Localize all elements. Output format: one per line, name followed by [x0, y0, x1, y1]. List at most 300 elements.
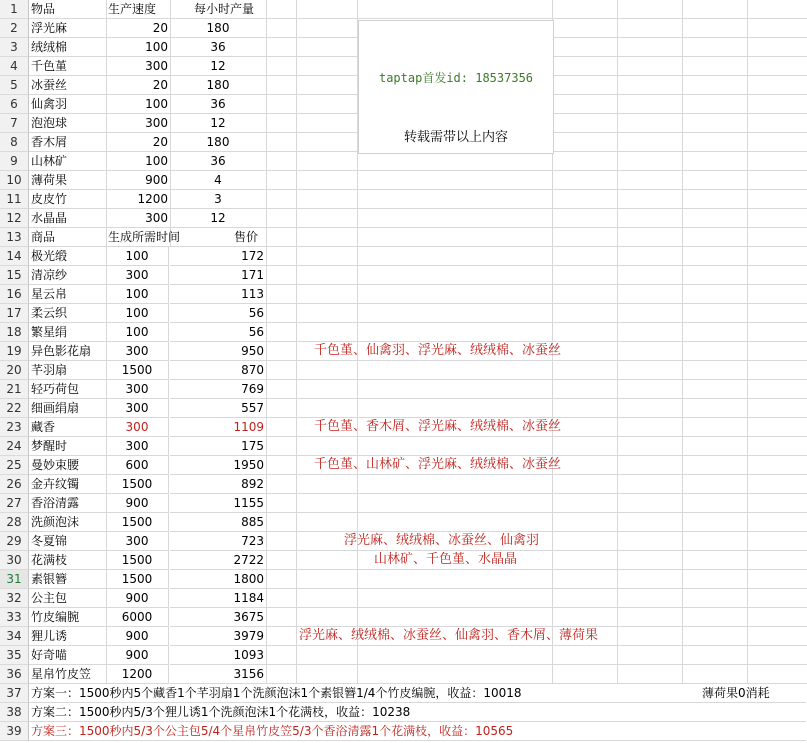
material-per-hour[interactable]: 180: [170, 76, 267, 95]
cell[interactable]: [267, 247, 297, 266]
cell[interactable]: [553, 152, 618, 171]
row-header[interactable]: 33: [0, 608, 29, 627]
goods-price[interactable]: 1950: [170, 456, 267, 475]
row-header[interactable]: 34: [0, 627, 29, 646]
cell[interactable]: [618, 608, 683, 627]
cell[interactable]: [748, 570, 807, 589]
cell[interactable]: [748, 38, 807, 57]
goods-time[interactable]: 100: [106, 247, 169, 266]
cell[interactable]: [748, 361, 807, 380]
cell[interactable]: [297, 152, 358, 171]
cell[interactable]: [553, 133, 618, 152]
cell[interactable]: [358, 475, 553, 494]
cell[interactable]: [618, 627, 683, 646]
cell[interactable]: [297, 0, 358, 19]
material-speed[interactable]: 20: [106, 19, 171, 38]
cell[interactable]: [748, 627, 807, 646]
cell[interactable]: [267, 76, 297, 95]
row-header[interactable]: 2: [0, 19, 29, 38]
cell[interactable]: [618, 228, 683, 247]
cell[interactable]: [553, 513, 618, 532]
cell-header-time[interactable]: 生成所需时间: [106, 228, 171, 247]
row-header[interactable]: 26: [0, 475, 29, 494]
row-header[interactable]: 13: [0, 228, 29, 247]
cell[interactable]: [748, 114, 807, 133]
cell[interactable]: [683, 285, 748, 304]
cell-header-per-hour[interactable]: 每小时产量: [170, 0, 267, 19]
material-name[interactable]: 浮光麻: [29, 19, 107, 38]
cell[interactable]: [358, 608, 553, 627]
material-name[interactable]: 仙禽羽: [29, 95, 107, 114]
goods-name[interactable]: 香浴清露: [29, 494, 107, 513]
goods-time[interactable]: 300: [106, 418, 169, 437]
goods-price[interactable]: 1800: [170, 570, 267, 589]
cell-header-speed[interactable]: 生产速度: [106, 0, 171, 19]
cell-header-item[interactable]: 物品: [29, 0, 107, 19]
goods-time[interactable]: 900: [106, 494, 169, 513]
goods-price[interactable]: 1184: [170, 589, 267, 608]
material-speed[interactable]: 20: [106, 76, 171, 95]
cell[interactable]: [553, 209, 618, 228]
cell[interactable]: [267, 475, 297, 494]
goods-time[interactable]: 300: [106, 380, 169, 399]
cell[interactable]: [618, 76, 683, 95]
row-header[interactable]: 5: [0, 76, 29, 95]
goods-name[interactable]: 狸儿诱: [29, 627, 107, 646]
cell-plan-2[interactable]: 方案二：1500秒内5/3个狸儿诱1个洗颜泡沫1个花满枝，收益：10238: [29, 703, 806, 722]
cell[interactable]: [553, 665, 618, 684]
cell[interactable]: [553, 475, 618, 494]
material-name[interactable]: 皮皮竹: [29, 190, 107, 209]
row-header[interactable]: 39: [0, 722, 29, 741]
row-header[interactable]: 22: [0, 399, 29, 418]
goods-price[interactable]: 56: [170, 323, 267, 342]
cell[interactable]: [267, 38, 297, 57]
cell[interactable]: [267, 209, 297, 228]
cell[interactable]: [748, 589, 807, 608]
goods-name[interactable]: 金卉纹镯: [29, 475, 107, 494]
cell[interactable]: [683, 532, 748, 551]
cell[interactable]: [748, 456, 807, 475]
goods-time[interactable]: 1500: [106, 551, 169, 570]
goods-price[interactable]: 2722: [170, 551, 267, 570]
cell[interactable]: [618, 114, 683, 133]
cell[interactable]: [267, 627, 297, 646]
material-per-hour[interactable]: 4: [170, 171, 267, 190]
cell[interactable]: [358, 399, 553, 418]
cell[interactable]: [618, 437, 683, 456]
cell[interactable]: [618, 665, 683, 684]
cell[interactable]: [618, 190, 683, 209]
cell[interactable]: [267, 646, 297, 665]
cell-plan-1[interactable]: 方案一：1500秒内5个藏香1个芊羽扇1个洗颜泡沫1个素银簪1/4个竹皮编腕，收益：10018: [29, 684, 806, 703]
cell[interactable]: [618, 532, 683, 551]
cell[interactable]: [618, 152, 683, 171]
cell[interactable]: [358, 665, 553, 684]
cell[interactable]: [683, 95, 748, 114]
cell[interactable]: [618, 418, 683, 437]
cell[interactable]: [553, 380, 618, 399]
cell[interactable]: [748, 323, 807, 342]
cell[interactable]: [748, 342, 807, 361]
goods-time[interactable]: 300: [106, 532, 169, 551]
material-speed[interactable]: 100: [106, 95, 171, 114]
cell[interactable]: [683, 228, 748, 247]
cell[interactable]: [683, 133, 748, 152]
row-header[interactable]: 21: [0, 380, 29, 399]
cell[interactable]: [267, 19, 297, 38]
cell[interactable]: [297, 361, 358, 380]
cell[interactable]: [267, 532, 297, 551]
cell[interactable]: [683, 76, 748, 95]
row-header[interactable]: 29: [0, 532, 29, 551]
row-header[interactable]: 15: [0, 266, 29, 285]
cell[interactable]: [683, 266, 748, 285]
row-header[interactable]: 1: [0, 0, 29, 19]
cell[interactable]: [618, 266, 683, 285]
material-speed[interactable]: 900: [106, 171, 171, 190]
goods-price[interactable]: 3156: [170, 665, 267, 684]
cell[interactable]: [267, 399, 297, 418]
cell[interactable]: [618, 513, 683, 532]
goods-price[interactable]: 1155: [170, 494, 267, 513]
cell[interactable]: [297, 228, 358, 247]
row-header[interactable]: 38: [0, 703, 29, 722]
cell[interactable]: [297, 114, 358, 133]
cell[interactable]: [748, 665, 807, 684]
cell[interactable]: [748, 0, 807, 19]
material-name[interactable]: 千色堇: [29, 57, 107, 76]
goods-price[interactable]: 3979: [170, 627, 267, 646]
row-header[interactable]: 10: [0, 171, 29, 190]
goods-time[interactable]: 1500: [106, 475, 169, 494]
goods-price[interactable]: 950: [170, 342, 267, 361]
row-header[interactable]: 14: [0, 247, 29, 266]
cell[interactable]: [683, 361, 748, 380]
cell[interactable]: [297, 76, 358, 95]
cell[interactable]: [358, 380, 553, 399]
cell[interactable]: [683, 304, 748, 323]
row-header[interactable]: 3: [0, 38, 29, 57]
cell[interactable]: [553, 114, 618, 133]
cell[interactable]: [358, 361, 553, 380]
cell[interactable]: [553, 247, 618, 266]
cell[interactable]: [297, 133, 358, 152]
cell[interactable]: [683, 380, 748, 399]
cell[interactable]: [618, 570, 683, 589]
cell[interactable]: [297, 513, 358, 532]
cell[interactable]: [267, 570, 297, 589]
cell[interactable]: [297, 380, 358, 399]
goods-name[interactable]: 冬夏锦: [29, 532, 107, 551]
goods-name[interactable]: 细画绢扇: [29, 399, 107, 418]
cell[interactable]: [748, 76, 807, 95]
cell[interactable]: [618, 285, 683, 304]
goods-name[interactable]: 公主包: [29, 589, 107, 608]
cell[interactable]: [267, 665, 297, 684]
cell[interactable]: [553, 57, 618, 76]
goods-price[interactable]: 1093: [170, 646, 267, 665]
cell[interactable]: [297, 95, 358, 114]
cell[interactable]: [358, 437, 553, 456]
cell[interactable]: [748, 380, 807, 399]
cell[interactable]: [267, 228, 297, 247]
goods-time[interactable]: 300: [106, 437, 169, 456]
cell[interactable]: [297, 589, 358, 608]
row-header[interactable]: 25: [0, 456, 29, 475]
goods-name[interactable]: 异色影花扇: [29, 342, 107, 361]
cell[interactable]: [358, 570, 553, 589]
cell[interactable]: [297, 266, 358, 285]
row-header[interactable]: 30: [0, 551, 29, 570]
goods-time[interactable]: 100: [106, 285, 169, 304]
goods-time[interactable]: 900: [106, 646, 169, 665]
goods-name[interactable]: 芊羽扇: [29, 361, 107, 380]
cell[interactable]: [683, 494, 748, 513]
cell[interactable]: [748, 608, 807, 627]
cell[interactable]: [618, 57, 683, 76]
goods-name[interactable]: 素银簪: [29, 570, 107, 589]
material-per-hour[interactable]: 3: [170, 190, 267, 209]
goods-name[interactable]: 好奇喵: [29, 646, 107, 665]
goods-name[interactable]: 竹皮编腕: [29, 608, 107, 627]
cell[interactable]: [553, 19, 618, 38]
cell[interactable]: [297, 209, 358, 228]
goods-time[interactable]: 6000: [106, 608, 169, 627]
cell[interactable]: [358, 228, 553, 247]
goods-price[interactable]: 769: [170, 380, 267, 399]
cell[interactable]: [297, 38, 358, 57]
row-header[interactable]: 31: [0, 570, 29, 589]
cell[interactable]: [748, 95, 807, 114]
row-header[interactable]: 23: [0, 418, 29, 437]
goods-price[interactable]: 885: [170, 513, 267, 532]
cell[interactable]: [358, 152, 553, 171]
goods-time[interactable]: 300: [106, 342, 169, 361]
goods-price[interactable]: 171: [170, 266, 267, 285]
goods-time[interactable]: 1500: [106, 570, 169, 589]
cell[interactable]: [358, 247, 553, 266]
cell[interactable]: [748, 551, 807, 570]
cell[interactable]: [683, 114, 748, 133]
cell[interactable]: [267, 190, 297, 209]
cell[interactable]: [683, 0, 748, 19]
goods-time[interactable]: 300: [106, 399, 169, 418]
cell[interactable]: [748, 152, 807, 171]
cell[interactable]: [358, 209, 553, 228]
goods-name[interactable]: 轻巧荷包: [29, 380, 107, 399]
cell[interactable]: [267, 361, 297, 380]
floating-text-box[interactable]: [358, 20, 554, 154]
cell[interactable]: [267, 133, 297, 152]
goods-time[interactable]: 300: [106, 266, 169, 285]
goods-price[interactable]: 892: [170, 475, 267, 494]
goods-name[interactable]: 曼妙束腰: [29, 456, 107, 475]
cell[interactable]: [553, 399, 618, 418]
material-per-hour[interactable]: 36: [170, 38, 267, 57]
goods-time[interactable]: 900: [106, 627, 169, 646]
cell[interactable]: [358, 646, 553, 665]
cell[interactable]: [297, 57, 358, 76]
row-header[interactable]: 9: [0, 152, 29, 171]
cell[interactable]: [618, 361, 683, 380]
row-header[interactable]: 28: [0, 513, 29, 532]
goods-price[interactable]: 3675: [170, 608, 267, 627]
cell[interactable]: [553, 0, 618, 19]
cell[interactable]: [683, 475, 748, 494]
cell[interactable]: [297, 399, 358, 418]
cell[interactable]: [748, 399, 807, 418]
cell[interactable]: [618, 133, 683, 152]
cell[interactable]: [553, 95, 618, 114]
cell[interactable]: [683, 57, 748, 76]
goods-time[interactable]: 1200: [106, 665, 169, 684]
cell[interactable]: [267, 456, 297, 475]
cell[interactable]: [358, 589, 553, 608]
cell[interactable]: [553, 456, 618, 475]
material-per-hour[interactable]: 180: [170, 133, 267, 152]
cell[interactable]: [267, 114, 297, 133]
row-header[interactable]: 12: [0, 209, 29, 228]
material-per-hour[interactable]: 36: [170, 95, 267, 114]
goods-name[interactable]: 清凉纱: [29, 266, 107, 285]
goods-price[interactable]: 56: [170, 304, 267, 323]
cell[interactable]: [553, 437, 618, 456]
cell[interactable]: [683, 171, 748, 190]
cell[interactable]: [618, 209, 683, 228]
row-header[interactable]: 36: [0, 665, 29, 684]
goods-time[interactable]: 1500: [106, 513, 169, 532]
cell[interactable]: [267, 418, 297, 437]
cell[interactable]: [553, 570, 618, 589]
cell[interactable]: [297, 171, 358, 190]
cell[interactable]: [297, 646, 358, 665]
row-header[interactable]: 6: [0, 95, 29, 114]
material-speed[interactable]: 300: [106, 114, 171, 133]
cell[interactable]: [748, 171, 807, 190]
cell[interactable]: [267, 323, 297, 342]
cell[interactable]: [358, 190, 553, 209]
material-per-hour[interactable]: 180: [170, 19, 267, 38]
cell[interactable]: [683, 513, 748, 532]
cell[interactable]: [358, 323, 553, 342]
row-header[interactable]: 19: [0, 342, 29, 361]
cell[interactable]: [267, 285, 297, 304]
cell[interactable]: [553, 285, 618, 304]
goods-price[interactable]: 172: [170, 247, 267, 266]
cell[interactable]: [553, 608, 618, 627]
goods-time[interactable]: 1500: [106, 361, 169, 380]
cell[interactable]: [267, 551, 297, 570]
cell-header-price[interactable]: 售价: [170, 228, 267, 247]
cell[interactable]: [748, 19, 807, 38]
cell[interactable]: [267, 342, 297, 361]
row-header[interactable]: 37: [0, 684, 29, 703]
material-name[interactable]: 泡泡球: [29, 114, 107, 133]
cell[interactable]: [618, 342, 683, 361]
goods-price[interactable]: 175: [170, 437, 267, 456]
cell[interactable]: [683, 570, 748, 589]
goods-name[interactable]: 梦醒时: [29, 437, 107, 456]
goods-name[interactable]: 繁星绢: [29, 323, 107, 342]
goods-name[interactable]: 藏香: [29, 418, 107, 437]
row-header[interactable]: 18: [0, 323, 29, 342]
material-per-hour[interactable]: 12: [170, 57, 267, 76]
cell[interactable]: [748, 304, 807, 323]
cell[interactable]: [297, 247, 358, 266]
row-header[interactable]: 32: [0, 589, 29, 608]
cell[interactable]: [267, 171, 297, 190]
cell[interactable]: [297, 437, 358, 456]
material-name[interactable]: 冰蚕丝: [29, 76, 107, 95]
cell[interactable]: [358, 0, 553, 19]
cell[interactable]: [358, 494, 553, 513]
cell[interactable]: [553, 76, 618, 95]
cell[interactable]: [297, 304, 358, 323]
material-name[interactable]: 薄荷果: [29, 171, 107, 190]
cell[interactable]: [267, 266, 297, 285]
row-header[interactable]: 17: [0, 304, 29, 323]
cell[interactable]: [297, 323, 358, 342]
row-header[interactable]: 16: [0, 285, 29, 304]
cell[interactable]: [358, 171, 553, 190]
cell[interactable]: [267, 57, 297, 76]
material-speed[interactable]: 300: [106, 209, 171, 228]
cell[interactable]: [297, 551, 358, 570]
cell[interactable]: [553, 646, 618, 665]
cell[interactable]: [267, 380, 297, 399]
cell[interactable]: [748, 57, 807, 76]
cell[interactable]: [618, 646, 683, 665]
cell[interactable]: [748, 494, 807, 513]
goods-price[interactable]: 557: [170, 399, 267, 418]
cell[interactable]: [553, 418, 618, 437]
cell-header-goods[interactable]: 商品: [29, 228, 107, 247]
cell[interactable]: [748, 209, 807, 228]
cell[interactable]: [748, 532, 807, 551]
goods-time[interactable]: 100: [106, 304, 169, 323]
cell[interactable]: [618, 38, 683, 57]
material-speed[interactable]: 300: [106, 57, 171, 76]
cell[interactable]: [553, 171, 618, 190]
cell[interactable]: [683, 342, 748, 361]
row-header[interactable]: 20: [0, 361, 29, 380]
cell[interactable]: [748, 513, 807, 532]
cell[interactable]: [748, 437, 807, 456]
material-name[interactable]: 绒绒棉: [29, 38, 107, 57]
cell[interactable]: [683, 665, 748, 684]
material-speed[interactable]: 100: [106, 38, 171, 57]
cell[interactable]: [553, 361, 618, 380]
cell[interactable]: [553, 551, 618, 570]
cell[interactable]: [748, 285, 807, 304]
cell[interactable]: [683, 38, 748, 57]
goods-price[interactable]: 1109: [170, 418, 267, 437]
goods-time[interactable]: 100: [106, 323, 169, 342]
material-per-hour[interactable]: 12: [170, 209, 267, 228]
material-per-hour[interactable]: 12: [170, 114, 267, 133]
cell[interactable]: [553, 266, 618, 285]
goods-name[interactable]: 极光缎: [29, 247, 107, 266]
cell[interactable]: [297, 494, 358, 513]
cell[interactable]: [683, 399, 748, 418]
cell[interactable]: [553, 342, 618, 361]
cell[interactable]: [553, 190, 618, 209]
cell[interactable]: [683, 437, 748, 456]
row-header[interactable]: 7: [0, 114, 29, 133]
goods-price[interactable]: 113: [170, 285, 267, 304]
goods-name[interactable]: 柔云织: [29, 304, 107, 323]
